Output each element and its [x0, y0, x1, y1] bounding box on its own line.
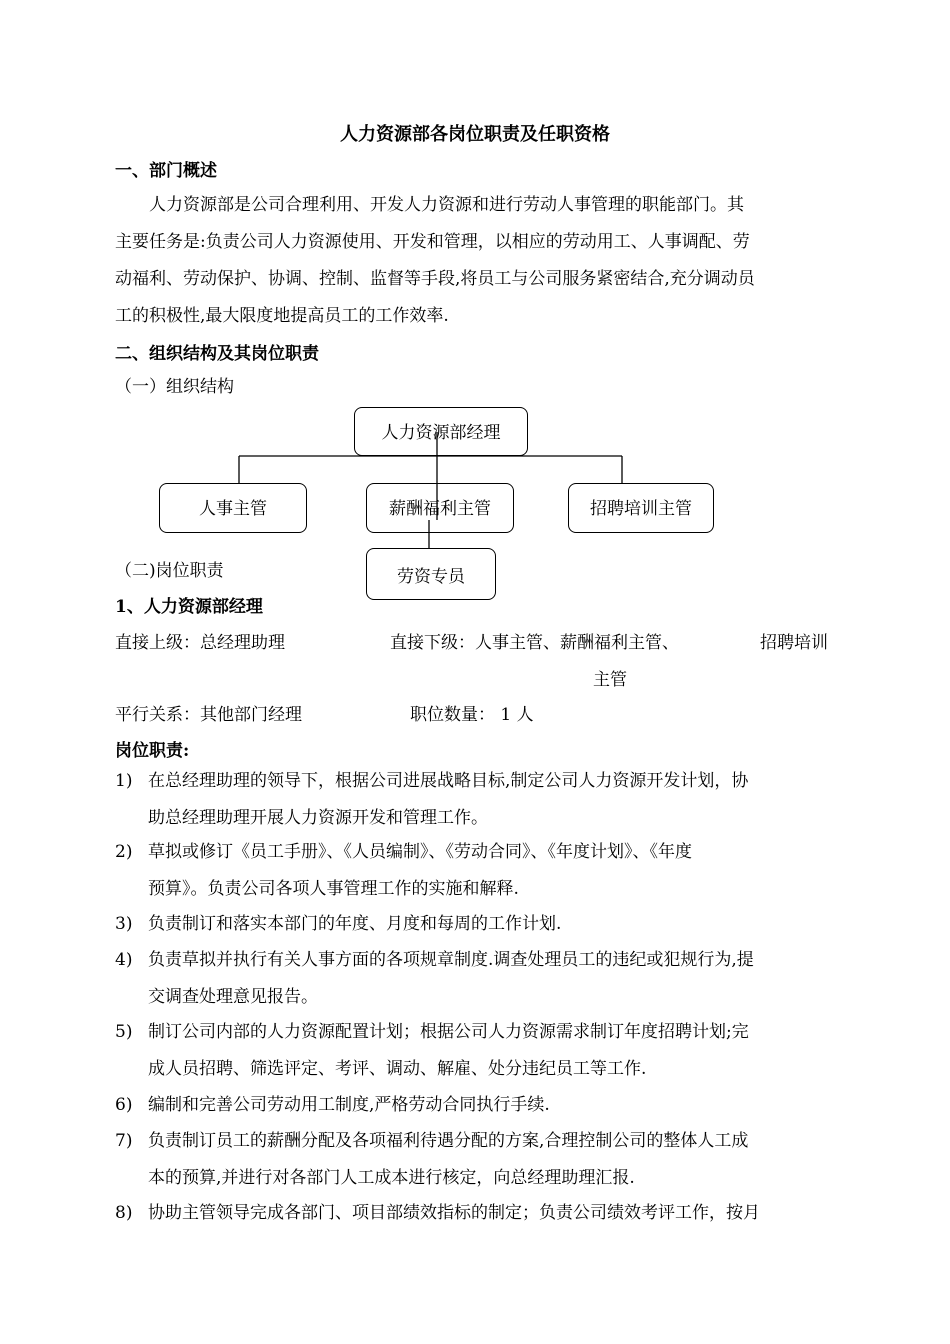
position-count: 职位数量： 1 人	[410, 705, 534, 725]
direct-subordinates-cont2: 主管	[593, 670, 627, 690]
section-heading-overview: 一、部门概述	[115, 161, 217, 181]
direct-subordinates-cont: 招聘培训	[760, 633, 828, 653]
duty-number: 2)	[115, 842, 133, 862]
duty-line: 预算》。负责公司各项人事管理工作的实施和解释.	[148, 879, 519, 899]
position-heading-hr-manager: 1、人力资源部经理	[115, 597, 263, 617]
duties-heading: 岗位职责:	[115, 741, 190, 761]
duty-line: 草拟或修订《员工手册》、《人员编制》、《劳动合同》、《年度计划》、《年度	[148, 842, 692, 862]
duty-item	[115, 763, 840, 837]
duty-item	[115, 942, 840, 1016]
section-heading-structure: 二、组织结构及其岗位职责	[115, 344, 319, 364]
parallel-relation: 平行关系：其他部门经理	[115, 705, 302, 725]
duty-line: 助总经理助理开展人力资源开发和管理工作。	[148, 808, 488, 828]
duty-item	[115, 1195, 840, 1232]
org-box-hr-manager	[354, 407, 528, 456]
duty-item	[115, 1087, 840, 1124]
org-box-personnel-label: 人事主管	[199, 499, 267, 519]
duty-line: 本的预算,并进行对各部门人工成本进行核定，向总经理助理汇报.	[148, 1168, 635, 1188]
duty-line: 协助主管领导完成各部门、项目部绩效指标的制定；负责公司绩效考评工作，按月	[148, 1203, 760, 1223]
subheading-org-structure: （一）组织结构	[115, 377, 234, 397]
overview-line-1: 人力资源部是公司合理利用、开发人力资源和进行劳动人事管理的职能部门。其	[149, 195, 744, 215]
duty-number: 6)	[115, 1095, 133, 1115]
org-box-hr-manager-label: 人力资源部经理	[381, 423, 501, 443]
org-box-personnel	[159, 483, 307, 533]
overview-line-2: 主要任务是:负责公司人力资源使用、开发和管理，以相应的劳动用工、人事调配、劳	[115, 232, 750, 252]
direct-subordinates: 直接下级：人事主管、薪酬福利主管、	[390, 633, 679, 653]
duty-line: 负责制订和落实本部门的年度、月度和每周的工作计划.	[148, 914, 562, 934]
duty-number: 7)	[115, 1131, 133, 1151]
duty-number: 1)	[115, 771, 133, 791]
duty-line: 在总经理助理的领导下，根据公司进展战略目标,制定公司人力资源开发计划，协	[148, 771, 749, 791]
duty-number: 3)	[115, 914, 133, 934]
overview-line-3: 动福利、劳动保护、协调、控制、监督等手段,将员工与公司服务紧密结合,充分调动员	[115, 269, 755, 289]
duty-line: 交调查处理意见报告。	[148, 987, 318, 1007]
duty-line: 编制和完善公司劳动用工制度,严格劳动合同执行手续.	[148, 1095, 550, 1115]
duty-number: 8)	[115, 1203, 133, 1223]
subheading-duties: （二)岗位职责	[115, 561, 224, 581]
overview-line-4: 工的积极性,最大限度地提高员工的工作效率.	[115, 306, 449, 326]
org-box-recruitment	[568, 483, 714, 533]
duty-item	[115, 1014, 840, 1088]
duty-line: 负责制订员工的薪酬分配及各项福利待遇分配的方案,合理控制公司的整体人工成	[148, 1131, 749, 1151]
duty-line: 负责草拟并执行有关人事方面的各项规章制度.调查处理员工的违纪或犯规行为,提	[148, 950, 754, 970]
duty-item	[115, 1123, 840, 1197]
duty-line: 制订公司内部的人力资源配置计划；根据公司人力资源需求制订年度招聘计划;完	[148, 1022, 749, 1042]
org-box-compensation-label: 薪酬福利主管	[389, 499, 491, 519]
direct-superior: 直接上级：总经理助理	[115, 633, 285, 653]
org-box-recruitment-label: 招聘培训主管	[590, 499, 692, 519]
org-box-compensation	[366, 483, 514, 533]
duty-line: 成人员招聘、筛选评定、考评、调动、解雇、处分违纪员工等工作.	[148, 1059, 647, 1079]
duty-item	[115, 906, 840, 943]
document-title: 人力资源部各岗位职责及任职资格	[340, 124, 610, 145]
org-box-labor-specialist	[366, 548, 496, 600]
duty-item	[115, 834, 840, 908]
duty-number: 4)	[115, 950, 133, 970]
org-box-labor-specialist-label: 劳资专员	[397, 566, 465, 587]
duty-number: 5)	[115, 1022, 133, 1042]
